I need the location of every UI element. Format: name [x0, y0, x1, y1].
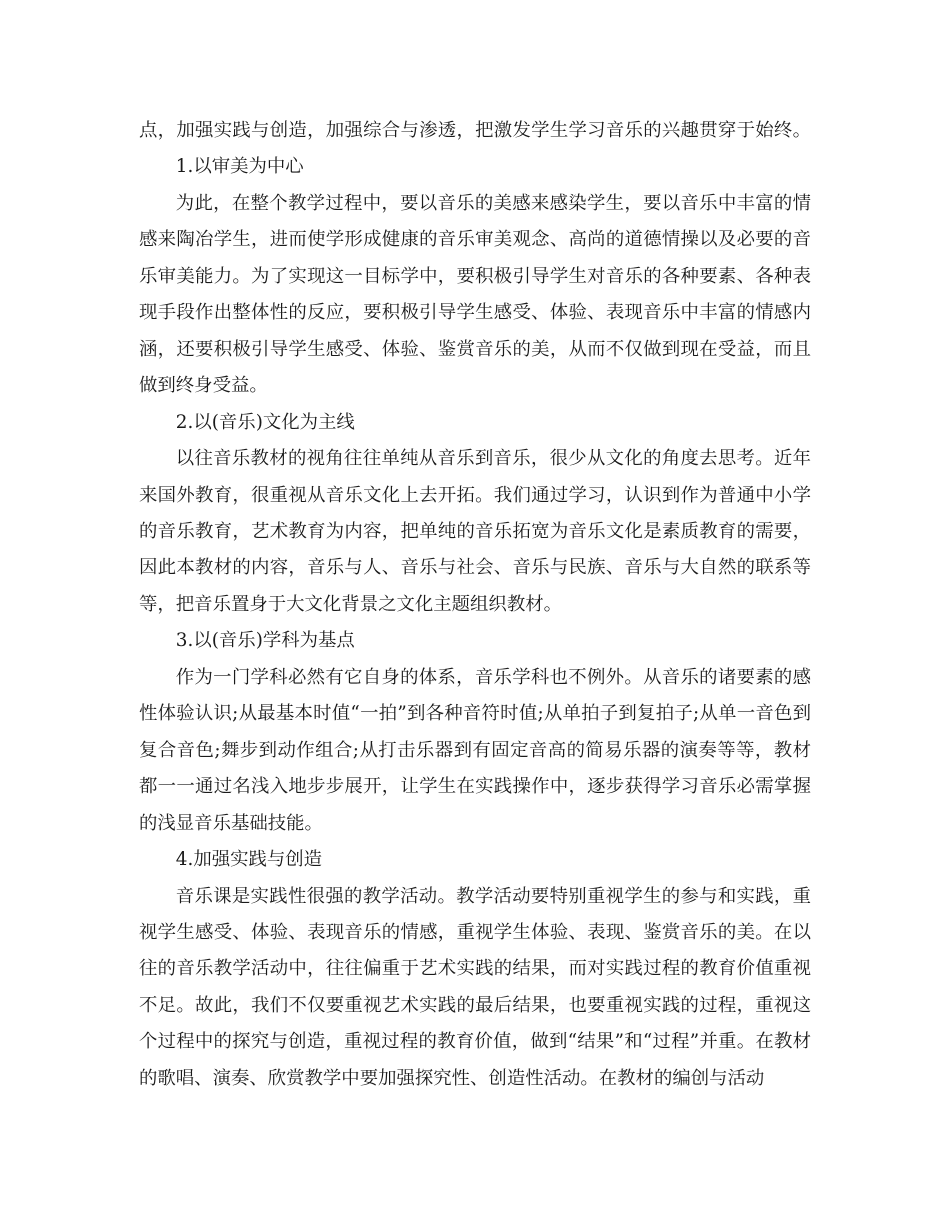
paragraph-continuation: 点，加强实践与创造，加强综合与渗透，把激发学生学习音乐的兴趣贯穿于始终。 [139, 120, 811, 141]
paragraph-culture: 以往音乐教材的视角往往单纯从音乐到音乐，很少从文化的角度去思考。近年来国外教育，很重视从音乐文化上去开拓。我们通过学习，认识到作为普通中小学的音乐教育，艺术教育为内容，把单纯的音乐拓宽为音乐文化是素质教育的需要，因此本教材的内容，音乐与人、音乐与社会、音乐与民族、音乐与大自然的联系等等，把音乐置身于大文化背景之文化主题组织教材。 [139, 448, 811, 615]
paragraph-practice: 音乐课是实践性很强的教学活动。教学活动要特别重视学生的参与和实践，重视学生感受、体验、表现音乐的情感，重视学生体验、表现、鉴赏音乐的美。在以往的音乐教学活动中，往往偏重于艺术实践的结果，而对实践过程的教育价值重视不足。故此，我们不仅要重视艺术实践的最后结果，也要重视实践的过程，重视这个过程中的探究与创造，重视过程的教育价值，做到“结果”和“过程”并重。在教材的歌唱、演奏、欣赏教学中要加强探究性、创造性活动。在教材的编创与活动 [139, 885, 811, 1089]
section-heading-aesthetics: 1.以审美为中心 [175, 156, 304, 178]
document-body [139, 113, 811, 1097]
paragraph-aesthetics: 为此，在整个教学过程中，要以音乐的美感来感染学生，要以音乐中丰富的情感来陶冶学生，进而使学形成健康的音乐审美观念、高尚的道德情操以及必要的音乐审美能力。为了实现这一目标学中，要积极引导学生对音乐的各种要素、各种表现手段作出整体性的反应，要积极引导学生感受、体验、表现音乐中丰富的情感内涵，还要积极引导学生感受、体验、鉴赏音乐的美，从而不仅做到现在受益，而且做到终身受益。 [139, 192, 811, 397]
section-heading-practice: 4.加强实践与创造 [175, 849, 323, 871]
section-heading-discipline: 3.以(音乐)学科为基点 [175, 630, 355, 652]
paragraph-discipline: 作为一门学科必然有它自身的体系，音乐学科也不例外。从音乐的诸要素的感性体验认识;从最基本时值“一拍”到各种音符时值;从单拍子到复拍子;从单一音色到复合音色;舞步到动作组合;从打击乐器到有固定音高的简易乐器的演奏等等，教材都一一通过名浅入地步步展开，让学生在实践操作中，逐步获得学习音乐必需掌握的浅显音乐基础技能。 [139, 666, 811, 834]
section-heading-culture: 2.以(音乐)文化为主线 [175, 411, 355, 433]
